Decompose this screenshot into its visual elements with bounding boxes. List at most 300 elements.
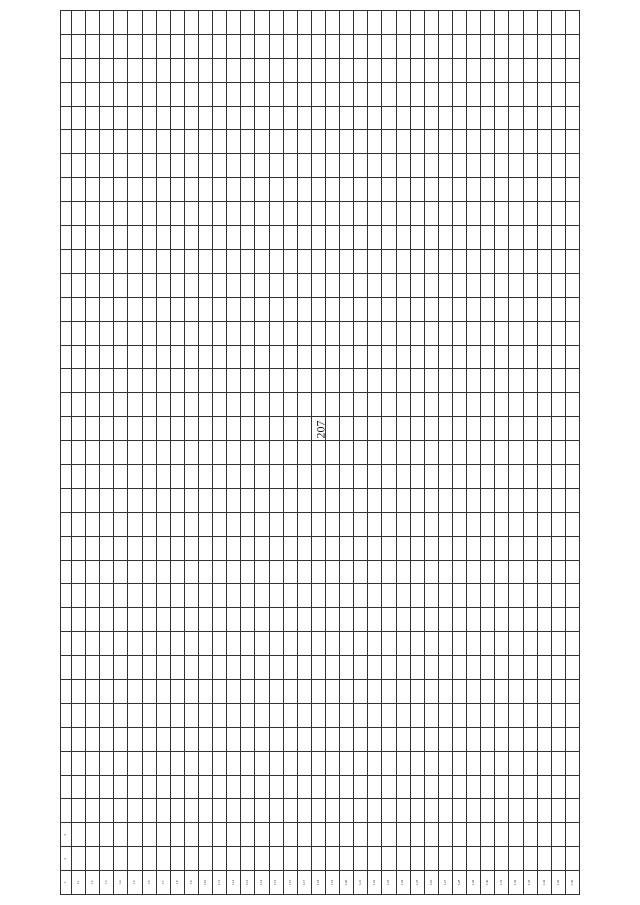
table-row bbox=[114, 11, 128, 895]
table-cell bbox=[340, 369, 354, 393]
table-cell bbox=[227, 775, 241, 799]
table-cell bbox=[142, 608, 156, 632]
table-cell bbox=[72, 58, 86, 82]
table-cell bbox=[438, 584, 452, 608]
table-cell bbox=[213, 321, 227, 345]
table-cell bbox=[452, 58, 466, 82]
table-cell bbox=[467, 488, 481, 512]
table-cell bbox=[114, 488, 128, 512]
table-cell bbox=[396, 847, 410, 871]
table-cell bbox=[269, 417, 283, 441]
table-cell bbox=[72, 847, 86, 871]
table-cell bbox=[452, 34, 466, 58]
table-cell bbox=[311, 441, 325, 465]
table-cell bbox=[410, 321, 424, 345]
table-cell bbox=[396, 130, 410, 154]
table-cell bbox=[340, 58, 354, 82]
table-cell bbox=[297, 369, 311, 393]
table-cell bbox=[100, 584, 114, 608]
table-cell bbox=[551, 775, 565, 799]
table-cell bbox=[72, 441, 86, 465]
table-cell bbox=[438, 823, 452, 847]
table-cell bbox=[198, 847, 212, 871]
table-cell bbox=[241, 202, 255, 226]
table-cell bbox=[227, 727, 241, 751]
table-cell bbox=[325, 632, 339, 656]
table-cell bbox=[100, 823, 114, 847]
table-cell bbox=[452, 417, 466, 441]
table-cell bbox=[170, 106, 184, 130]
table-cell bbox=[198, 584, 212, 608]
table-cell bbox=[170, 464, 184, 488]
table-cell bbox=[467, 273, 481, 297]
table-cell bbox=[424, 369, 438, 393]
table-cell bbox=[114, 441, 128, 465]
table-cell bbox=[396, 321, 410, 345]
table-cell bbox=[241, 58, 255, 82]
table-cell bbox=[410, 249, 424, 273]
table-cell bbox=[255, 417, 269, 441]
table-cell bbox=[311, 154, 325, 178]
table-cell bbox=[424, 106, 438, 130]
table-cell bbox=[523, 345, 537, 369]
table-cell bbox=[382, 202, 396, 226]
table-cell bbox=[184, 751, 198, 775]
table-cell bbox=[523, 823, 537, 847]
table-cell bbox=[396, 345, 410, 369]
table-cell bbox=[325, 202, 339, 226]
table-cell bbox=[100, 560, 114, 584]
table-cell bbox=[255, 106, 269, 130]
table-cell bbox=[283, 656, 297, 680]
table-cell bbox=[297, 751, 311, 775]
table-cell bbox=[509, 321, 523, 345]
table-cell bbox=[283, 178, 297, 202]
table-cell bbox=[382, 608, 396, 632]
table-cell bbox=[565, 249, 579, 273]
table-cell bbox=[382, 82, 396, 106]
table-cell bbox=[255, 34, 269, 58]
table-cell bbox=[424, 584, 438, 608]
table-cell bbox=[170, 679, 184, 703]
table-cell bbox=[340, 632, 354, 656]
table-cell bbox=[184, 703, 198, 727]
table-cell bbox=[128, 226, 142, 250]
table-cell bbox=[424, 823, 438, 847]
table-cell bbox=[255, 775, 269, 799]
table-cell bbox=[128, 369, 142, 393]
column-header bbox=[61, 608, 72, 632]
table-cell bbox=[297, 34, 311, 58]
table-cell bbox=[523, 488, 537, 512]
table-row bbox=[311, 11, 325, 895]
table-cell bbox=[213, 512, 227, 536]
table-cell bbox=[438, 512, 452, 536]
table-cell bbox=[142, 703, 156, 727]
table-cell bbox=[424, 441, 438, 465]
table-cell bbox=[495, 345, 509, 369]
table-cell bbox=[551, 34, 565, 58]
table-cell bbox=[241, 536, 255, 560]
table-cell bbox=[396, 58, 410, 82]
table-cell bbox=[495, 584, 509, 608]
table-row bbox=[198, 11, 212, 895]
table-cell bbox=[72, 249, 86, 273]
table-cell bbox=[325, 226, 339, 250]
table-cell bbox=[537, 106, 551, 130]
table-cell bbox=[198, 130, 212, 154]
table-cell bbox=[523, 321, 537, 345]
table-cell bbox=[198, 536, 212, 560]
table-cell bbox=[255, 823, 269, 847]
table-cell bbox=[509, 297, 523, 321]
table-cell bbox=[368, 345, 382, 369]
table-cell bbox=[297, 464, 311, 488]
table-cell bbox=[325, 536, 339, 560]
table-cell bbox=[382, 345, 396, 369]
table-cell bbox=[382, 656, 396, 680]
table-cell bbox=[509, 464, 523, 488]
table-cell bbox=[354, 584, 368, 608]
table-rotator bbox=[60, 10, 580, 895]
table-cell bbox=[241, 464, 255, 488]
table-cell bbox=[72, 178, 86, 202]
table-cell bbox=[213, 441, 227, 465]
table-cell bbox=[565, 656, 579, 680]
table-cell bbox=[340, 727, 354, 751]
column-header bbox=[61, 679, 72, 703]
table-cell bbox=[495, 154, 509, 178]
table-cell bbox=[283, 799, 297, 823]
table-cell bbox=[565, 775, 579, 799]
table-cell bbox=[325, 679, 339, 703]
table-cell bbox=[86, 847, 100, 871]
table-cell bbox=[269, 297, 283, 321]
table-cell bbox=[170, 273, 184, 297]
table-cell bbox=[551, 297, 565, 321]
table-cell bbox=[198, 775, 212, 799]
table-cell bbox=[142, 560, 156, 584]
table-cell bbox=[368, 82, 382, 106]
table-cell bbox=[128, 823, 142, 847]
table-cell: 1.1 bbox=[72, 871, 86, 895]
table-cell bbox=[396, 297, 410, 321]
table-cell bbox=[396, 536, 410, 560]
table-cell bbox=[481, 584, 495, 608]
table-cell: 1.25 bbox=[410, 871, 424, 895]
table-cell bbox=[325, 249, 339, 273]
table-cell bbox=[114, 608, 128, 632]
table-cell bbox=[410, 488, 424, 512]
table-cell bbox=[438, 321, 452, 345]
table-cell bbox=[100, 321, 114, 345]
table-cell bbox=[297, 656, 311, 680]
table-cell bbox=[382, 751, 396, 775]
table-cell: 1.2 bbox=[86, 871, 100, 895]
table-cell bbox=[198, 297, 212, 321]
table-cell bbox=[325, 417, 339, 441]
table-cell bbox=[198, 202, 212, 226]
table-cell bbox=[170, 345, 184, 369]
column-header bbox=[61, 321, 72, 345]
table-cell bbox=[410, 106, 424, 130]
table-cell bbox=[128, 656, 142, 680]
table-cell bbox=[325, 464, 339, 488]
table-cell bbox=[184, 632, 198, 656]
table-cell bbox=[467, 178, 481, 202]
table-cell bbox=[255, 584, 269, 608]
table-cell bbox=[269, 847, 283, 871]
table-cell bbox=[467, 34, 481, 58]
table-cell bbox=[128, 847, 142, 871]
table-cell bbox=[128, 727, 142, 751]
table-cell bbox=[213, 345, 227, 369]
table-cell bbox=[551, 178, 565, 202]
table-cell bbox=[410, 751, 424, 775]
table-cell bbox=[452, 823, 466, 847]
table-cell bbox=[467, 321, 481, 345]
table-cell bbox=[509, 154, 523, 178]
table-cell bbox=[424, 321, 438, 345]
table-cell bbox=[481, 488, 495, 512]
table-cell bbox=[424, 847, 438, 871]
table-cell bbox=[565, 727, 579, 751]
table-cell bbox=[325, 751, 339, 775]
table-cell bbox=[311, 226, 325, 250]
column-header bbox=[61, 82, 72, 106]
table-cell bbox=[509, 130, 523, 154]
table-cell bbox=[156, 130, 170, 154]
table-cell bbox=[565, 608, 579, 632]
table-cell bbox=[100, 178, 114, 202]
table-cell bbox=[354, 560, 368, 584]
table-cell bbox=[255, 512, 269, 536]
table-cell bbox=[467, 82, 481, 106]
table-cell bbox=[72, 369, 86, 393]
table-cell bbox=[368, 584, 382, 608]
table-cell bbox=[551, 106, 565, 130]
table-cell bbox=[100, 464, 114, 488]
table-cell bbox=[86, 608, 100, 632]
table-cell bbox=[72, 703, 86, 727]
table-cell bbox=[170, 703, 184, 727]
table-cell bbox=[509, 58, 523, 82]
table-cell bbox=[325, 273, 339, 297]
table-cell bbox=[452, 178, 466, 202]
table-cell bbox=[156, 393, 170, 417]
table-cell bbox=[241, 823, 255, 847]
table-cell bbox=[255, 58, 269, 82]
table-cell bbox=[142, 799, 156, 823]
table-cell bbox=[156, 369, 170, 393]
table-cell bbox=[227, 823, 241, 847]
table-cell bbox=[198, 249, 212, 273]
table-cell bbox=[523, 369, 537, 393]
table-cell bbox=[269, 393, 283, 417]
table-cell bbox=[86, 178, 100, 202]
table-cell bbox=[565, 632, 579, 656]
table-cell bbox=[297, 178, 311, 202]
table-cell bbox=[368, 679, 382, 703]
table-cell bbox=[368, 154, 382, 178]
table-cell bbox=[452, 226, 466, 250]
table-cell bbox=[311, 417, 325, 441]
table-cell bbox=[170, 417, 184, 441]
table-cell bbox=[565, 11, 579, 35]
table-cell bbox=[340, 202, 354, 226]
table-cell bbox=[86, 799, 100, 823]
table-cell bbox=[156, 297, 170, 321]
column-header bbox=[61, 369, 72, 393]
table-cell bbox=[467, 703, 481, 727]
table-cell: 1.3 bbox=[100, 871, 114, 895]
table-cell bbox=[340, 536, 354, 560]
table-cell bbox=[100, 273, 114, 297]
table-cell bbox=[269, 584, 283, 608]
table-cell bbox=[551, 799, 565, 823]
table-cell bbox=[340, 799, 354, 823]
table-cell bbox=[184, 727, 198, 751]
table-cell bbox=[142, 11, 156, 35]
column-header bbox=[61, 393, 72, 417]
table-cell bbox=[86, 154, 100, 178]
table-cell bbox=[128, 249, 142, 273]
table-cell bbox=[100, 82, 114, 106]
table-cell bbox=[72, 34, 86, 58]
table-cell bbox=[311, 321, 325, 345]
table-cell bbox=[523, 82, 537, 106]
table-cell bbox=[495, 106, 509, 130]
table-cell bbox=[438, 202, 452, 226]
table-cell bbox=[198, 11, 212, 35]
table-cell bbox=[424, 751, 438, 775]
table-cell bbox=[170, 58, 184, 82]
table-cell bbox=[255, 11, 269, 35]
table-cell bbox=[396, 751, 410, 775]
table-cell bbox=[297, 321, 311, 345]
table-cell bbox=[495, 632, 509, 656]
table-cell bbox=[452, 441, 466, 465]
table-frame bbox=[60, 10, 580, 895]
table-cell bbox=[283, 775, 297, 799]
table-cell bbox=[255, 178, 269, 202]
table-cell bbox=[255, 656, 269, 680]
table-cell bbox=[523, 775, 537, 799]
table-cell bbox=[213, 393, 227, 417]
table-cell bbox=[128, 799, 142, 823]
table-cell bbox=[170, 608, 184, 632]
table-cell bbox=[354, 34, 368, 58]
table-cell bbox=[86, 130, 100, 154]
table-cell bbox=[565, 82, 579, 106]
table-cell bbox=[241, 727, 255, 751]
table-cell bbox=[382, 536, 396, 560]
table-cell bbox=[311, 58, 325, 82]
table-cell bbox=[551, 464, 565, 488]
table-cell bbox=[452, 632, 466, 656]
column-header bbox=[61, 488, 72, 512]
table-cell bbox=[396, 34, 410, 58]
table-cell bbox=[184, 178, 198, 202]
table-cell bbox=[410, 226, 424, 250]
table-cell bbox=[354, 297, 368, 321]
table-cell bbox=[311, 679, 325, 703]
table-cell bbox=[410, 536, 424, 560]
column-header bbox=[61, 297, 72, 321]
table-cell bbox=[438, 536, 452, 560]
table-cell bbox=[424, 130, 438, 154]
table-cell bbox=[86, 321, 100, 345]
table-cell bbox=[269, 273, 283, 297]
table-cell bbox=[227, 703, 241, 727]
table-cell bbox=[523, 417, 537, 441]
table-cell bbox=[452, 512, 466, 536]
table-cell bbox=[495, 751, 509, 775]
table-cell bbox=[523, 11, 537, 35]
table-cell bbox=[86, 512, 100, 536]
table-cell bbox=[227, 154, 241, 178]
table-cell bbox=[565, 154, 579, 178]
table-cell bbox=[128, 775, 142, 799]
table-cell bbox=[128, 417, 142, 441]
table-cell bbox=[467, 249, 481, 273]
table-cell bbox=[340, 751, 354, 775]
table-cell bbox=[382, 775, 396, 799]
table-cell bbox=[410, 441, 424, 465]
table-cell bbox=[227, 202, 241, 226]
table-cell bbox=[452, 11, 466, 35]
table-cell bbox=[297, 393, 311, 417]
table-cell bbox=[311, 512, 325, 536]
table-cell bbox=[142, 584, 156, 608]
table-cell bbox=[100, 536, 114, 560]
table-cell bbox=[509, 512, 523, 536]
table-cell bbox=[128, 464, 142, 488]
table-cell bbox=[114, 584, 128, 608]
column-header bbox=[61, 58, 72, 82]
table-cell bbox=[551, 321, 565, 345]
table-cell bbox=[481, 727, 495, 751]
table-cell bbox=[241, 441, 255, 465]
table-cell bbox=[100, 249, 114, 273]
table-cell bbox=[509, 679, 523, 703]
table-cell bbox=[495, 226, 509, 250]
table-cell bbox=[438, 464, 452, 488]
table-cell bbox=[565, 297, 579, 321]
table-cell bbox=[551, 584, 565, 608]
table-cell bbox=[156, 727, 170, 751]
table-cell bbox=[283, 297, 297, 321]
table-cell bbox=[340, 393, 354, 417]
table-cell bbox=[311, 703, 325, 727]
table-cell bbox=[424, 202, 438, 226]
table-cell bbox=[537, 11, 551, 35]
table-cell bbox=[467, 823, 481, 847]
table-cell bbox=[227, 369, 241, 393]
table-cell bbox=[198, 727, 212, 751]
table-cell bbox=[128, 393, 142, 417]
table-cell bbox=[424, 393, 438, 417]
table-cell bbox=[396, 369, 410, 393]
table-row bbox=[551, 11, 565, 895]
table-cell bbox=[114, 823, 128, 847]
table-cell bbox=[565, 417, 579, 441]
table-cell bbox=[325, 441, 339, 465]
table-cell bbox=[565, 369, 579, 393]
table-cell bbox=[269, 799, 283, 823]
table-cell bbox=[452, 488, 466, 512]
table-cell bbox=[227, 632, 241, 656]
